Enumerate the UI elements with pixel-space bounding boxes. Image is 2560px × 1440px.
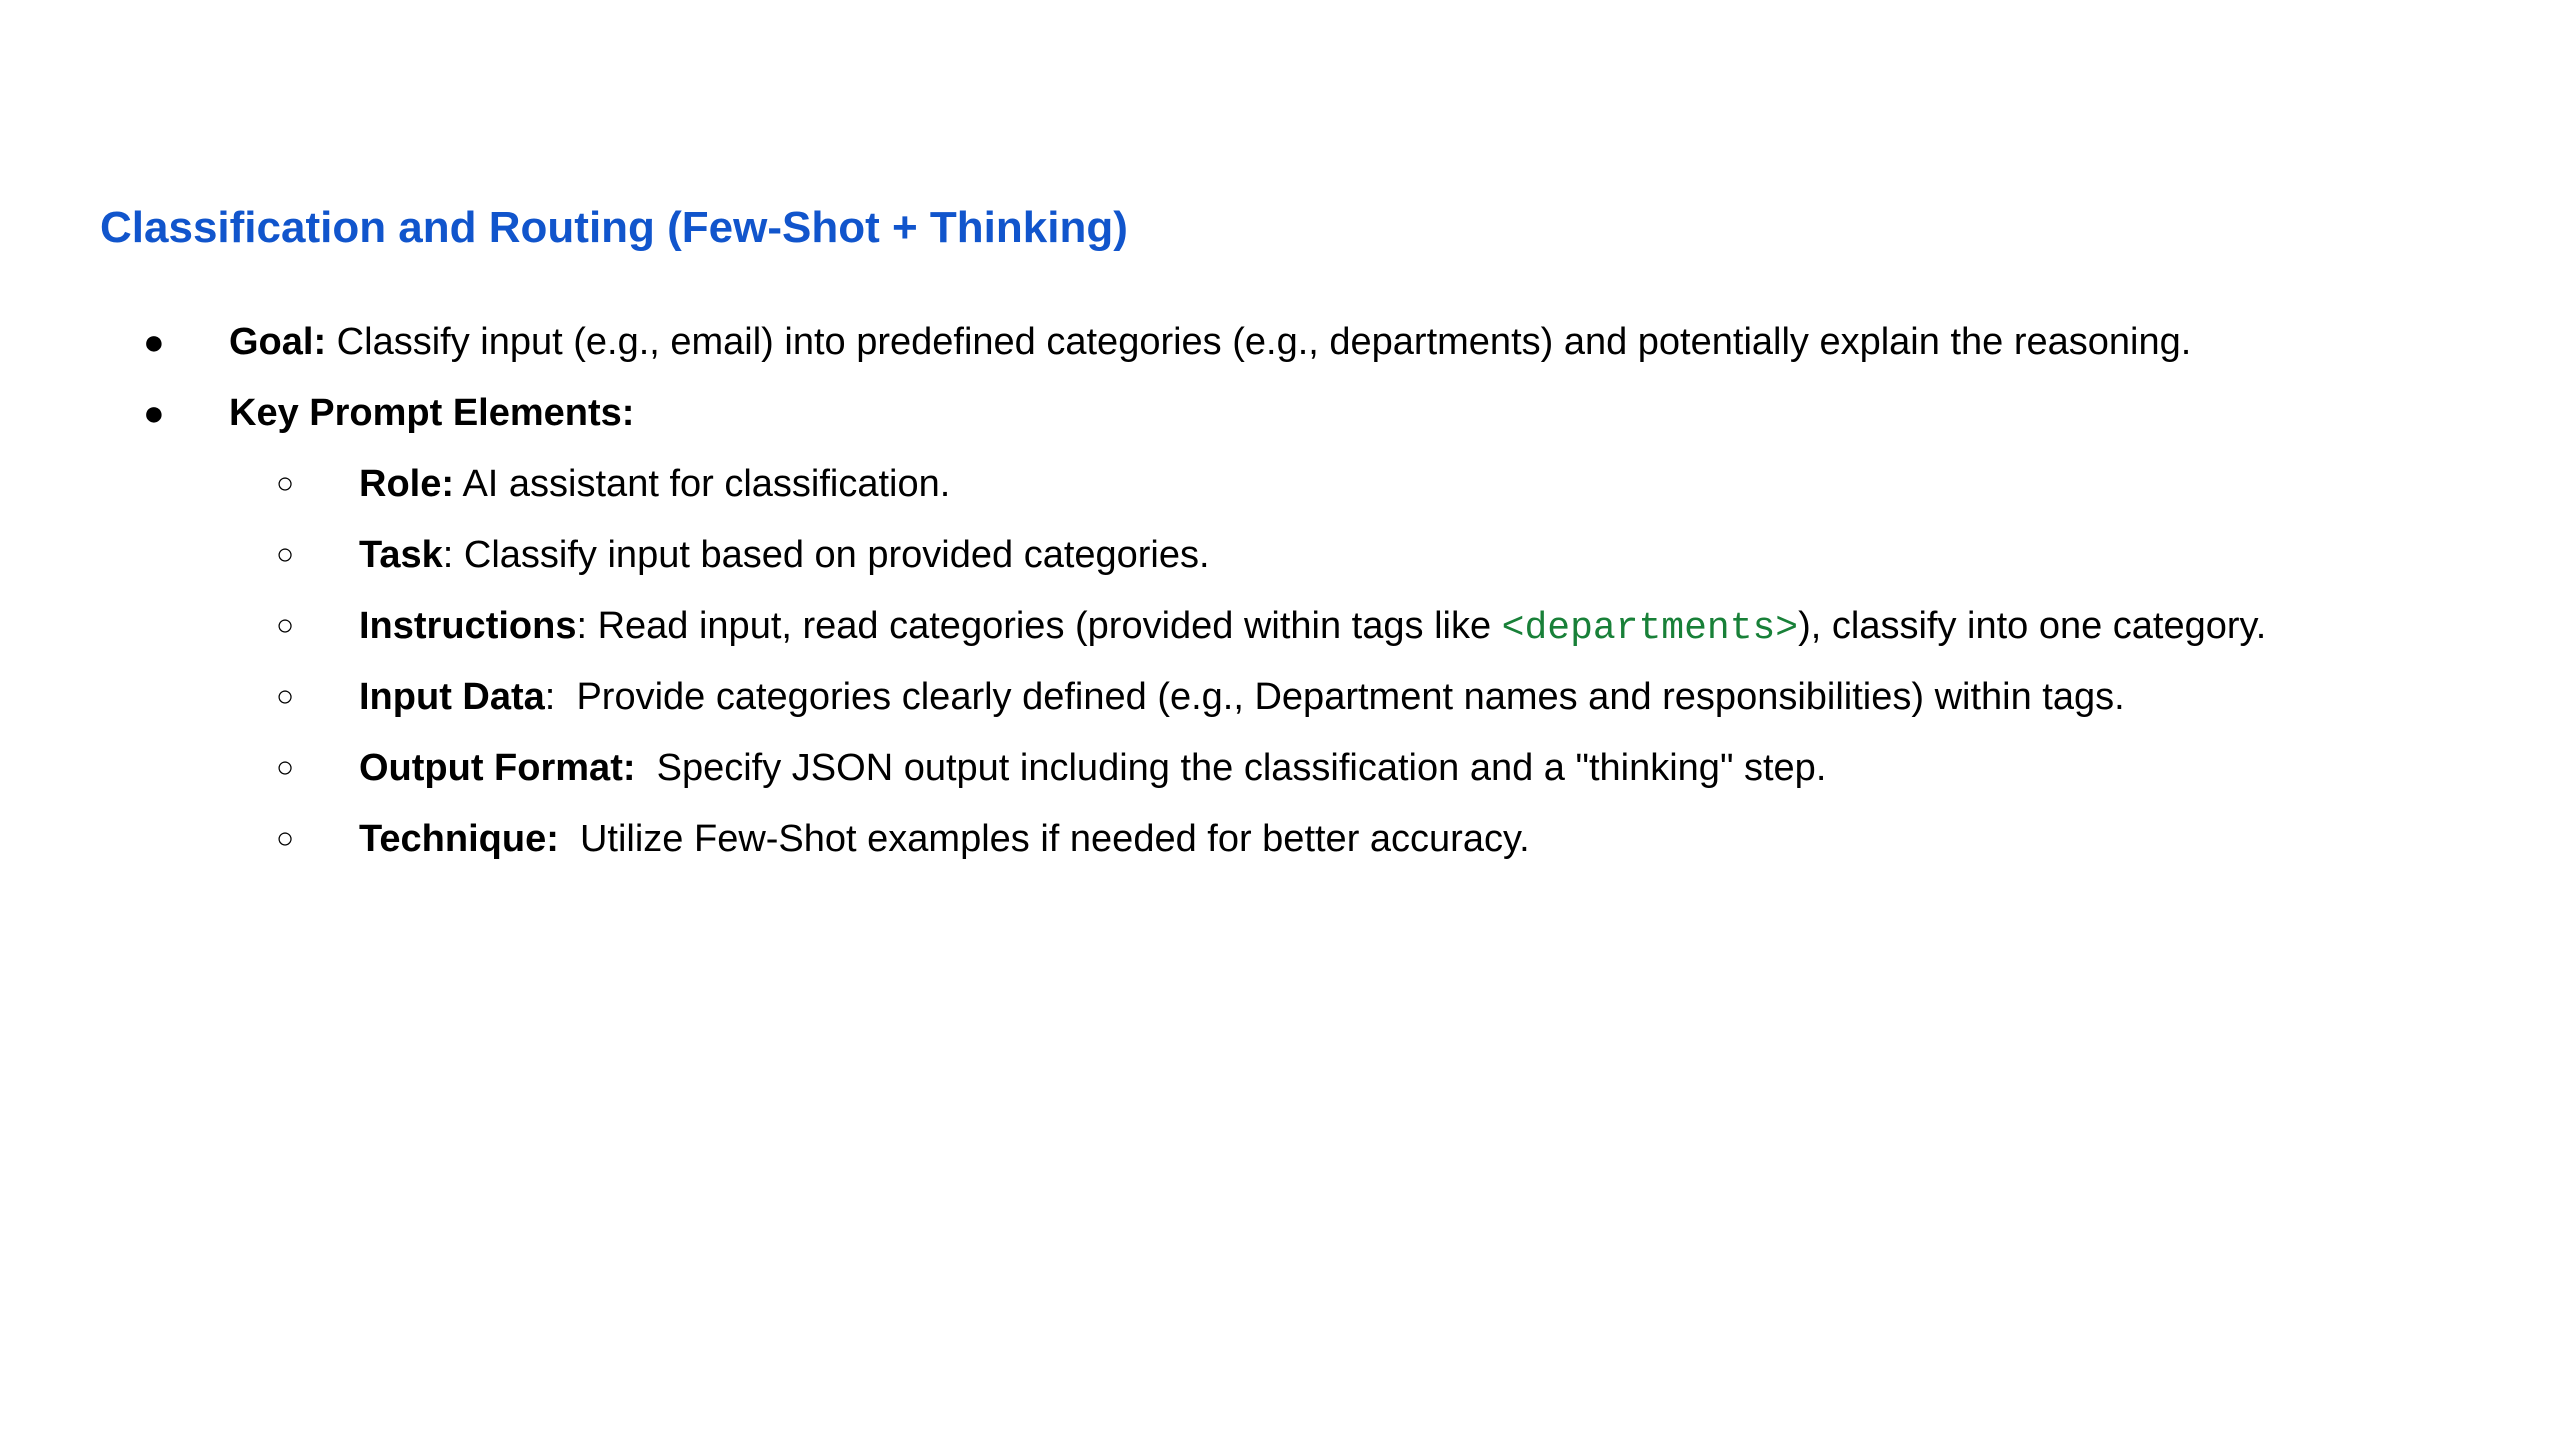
list-item-text [229,314,2191,370]
list-item-label: Task [359,534,443,576]
hollow-bullet-icon: ○ [276,751,295,784]
hollow-bullet-icon: ○ [276,467,295,500]
list-item-text [359,669,2125,725]
list-item-body-end: ), classify into one category. [1798,605,2267,647]
hollow-bullet-icon: ○ [276,680,295,713]
list-item-text [359,740,1826,796]
code-snippet: <departments> [1501,607,1799,650]
slide-title: Classification and Routing (Few-Shot + Thinking) [100,203,1128,252]
list-item-body: Specify JSON output including the classification and a "thinking" step. [635,747,1827,789]
list-item-body: : Classify input based on provided categories. [442,534,1210,576]
list-item-text [359,598,2266,657]
list-item-text [359,811,1530,867]
list-item-label: Key Prompt Elements: [229,392,635,434]
list-item-label: Input Data [359,676,545,718]
hollow-bullet-icon: ○ [276,609,295,642]
list-item-body: : Provide categories clearly defined (e.g., Department names and responsibilities) within tags. [544,676,2125,718]
list-item-label: Goal: [229,321,327,363]
list-item-text [359,527,1210,583]
list-item-body: Utilize Few-Shot examples if needed for better accuracy. [558,818,1530,860]
list-item-body: AI assistant for classification. [454,463,951,505]
list-item-label: Role: [359,463,454,505]
hollow-bullet-icon: ○ [276,822,295,855]
bullet-icon: ● [143,392,165,433]
list-item-text [229,385,634,441]
bullet-icon: ● [143,321,165,362]
list-item-body: Classify input (e.g., email) into predefined categories (e.g., departments) and potentially explain the reasoning. [326,321,2192,363]
list-item-body: : Read input, read categories (provided within tags like [576,605,1502,647]
list-item-label: Instructions [359,605,577,647]
list-item-text [359,456,950,512]
list-item-label: Output Format: [359,747,636,789]
list-item-label: Technique: [359,818,559,860]
hollow-bullet-icon: ○ [276,538,295,571]
